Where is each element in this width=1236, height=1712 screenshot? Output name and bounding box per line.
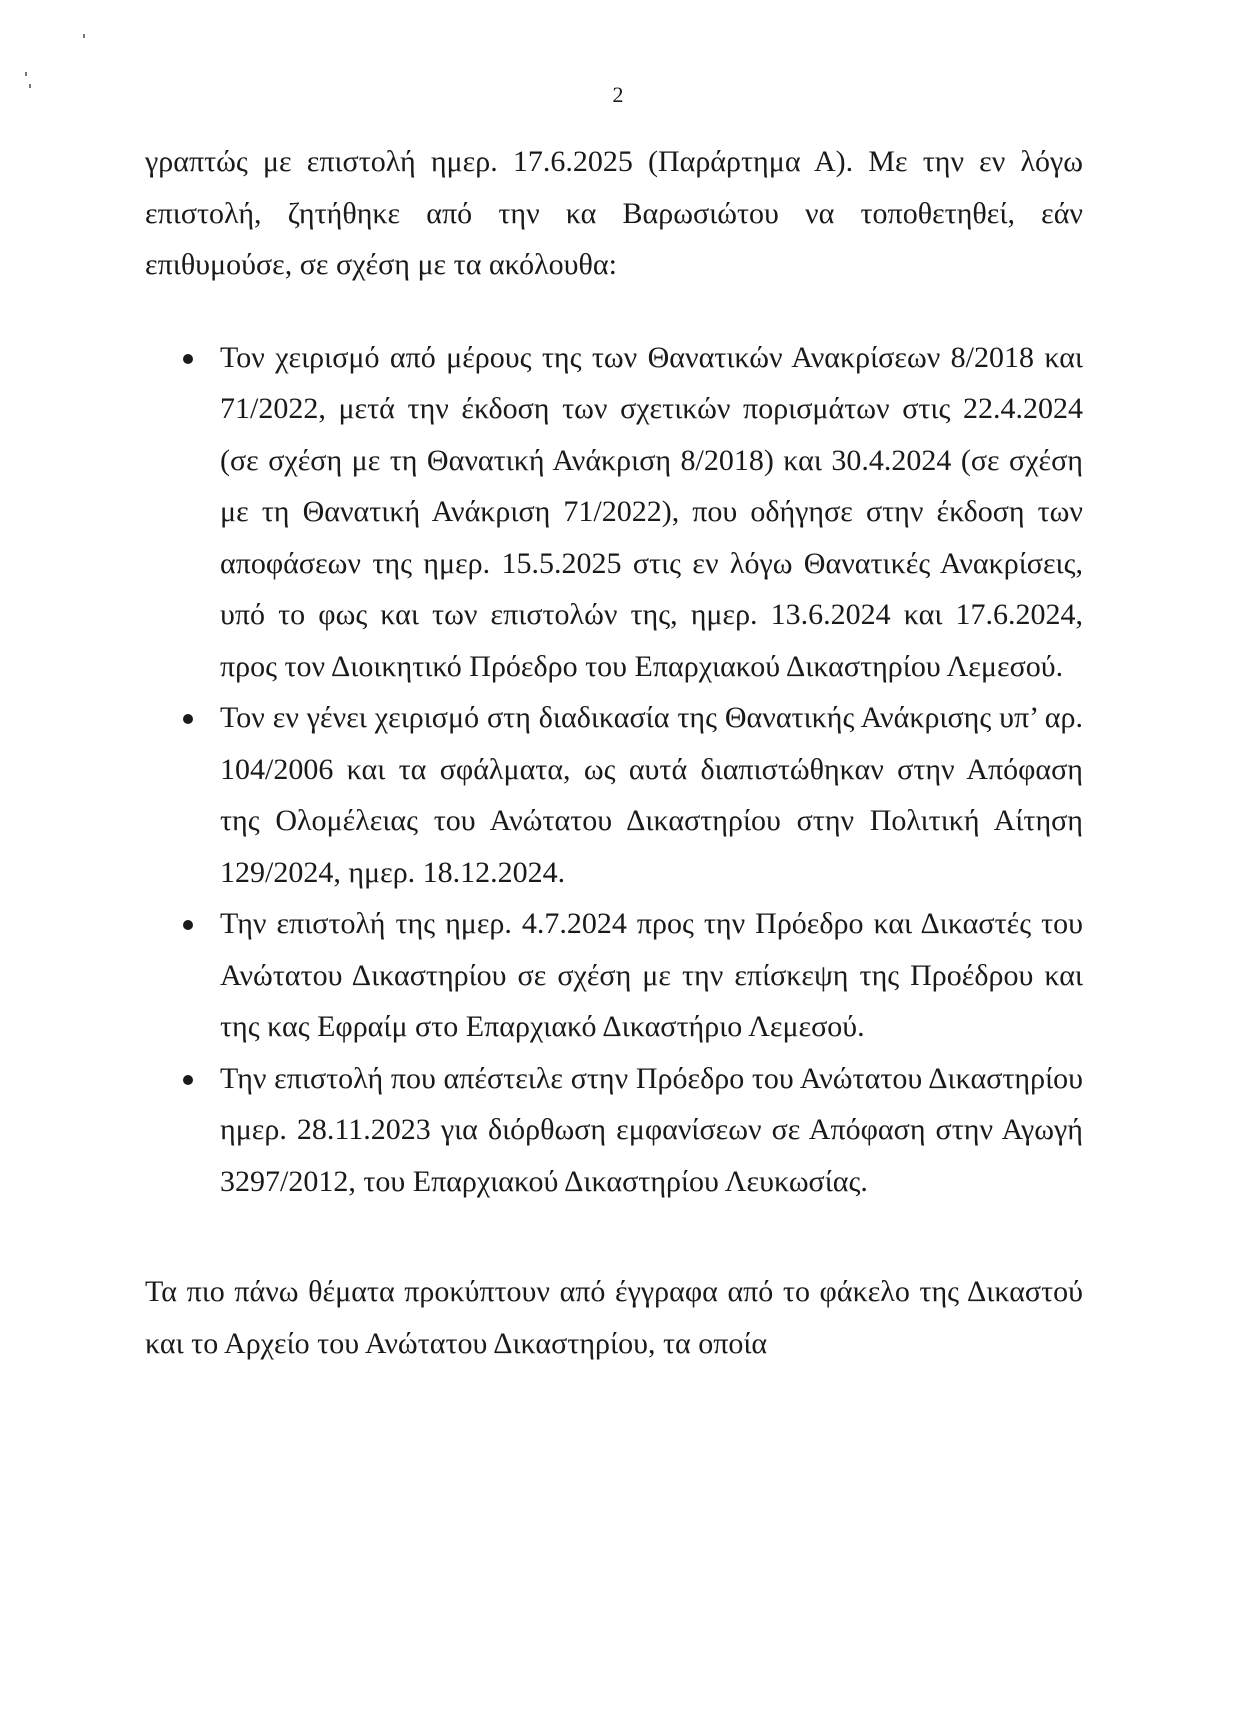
bullet-icon [183,1075,193,1085]
bullet-icon [183,354,193,364]
page-number: 2 [612,82,624,107]
list-item-text: Την επιστολή που απέστειλε στην Πρόεδρο του Ανώτατου Δικαστηρίου ημερ. 28.11.2023 για διόρθωση εμφανίσεων σε Απόφαση στην Αγωγή 3297/2012, του Επαρχιακού Δικαστηρίου Λευκωσίας. [220,1061,1083,1198]
scan-artifact [25,72,27,76]
bullet-icon [183,920,193,930]
list-item-text: Τον εν γένει χειρισμό στη διαδικασία της Θανατικής Ανάκρισης υπ’ αρ. 104/2006 και τα σφάλματα, ως αυτά διαπιστώθηκαν στην Απόφαση της Ολομέλειας του Ανώτατου Δικαστηρίου στην Πολιτική Αίτηση 129/2024, ημερ. 18.12.2024. [220,701,1083,889]
closing-paragraph: Τα πιο πάνω θέματα προκύπτουν από έγγραφα από το φάκελο της Δικαστού και το Αρχείο του Ανώτατου Δικαστηρίου, τα οποία [145,1275,1083,1360]
list-item [145,1053,1083,1208]
list-item-text: Τον χειρισμό από μέρους της των Θανατικών Ανακρίσεων 8/2018 και 71/2022, μετά την έκδοση των σχετικών πορισμάτων στις 22.4.2024 (σε σχέση με τη Θανατική Ανάκριση 8/2018) και 30.4.2024 (σε σχέση με τη Θανατική Ανάκριση 71/2022), που οδήγησε στην έκδοση των αποφάσεων της ημερ. 15.5.2025 στις εν λόγω Θανατικές Ανακρίσεις, υπό το φως και των επιστολών της, ημερ. 13.6.2024 και 17.6.2024, προς τον Διοικητικό Πρόεδρο του Επαρχιακού Δικαστηρίου Λεμεσού. [220,340,1083,683]
bullet-icon [183,714,193,724]
bullet-list [145,332,1083,1208]
intro-paragraph: γραπτώς με επιστολή ημερ. 17.6.2025 (Παράρτημα Α). Με την εν λόγω επιστολή, ζητήθηκε από την κα Βαρωσιώτου να τοποθετηθεί, εάν επιθυμούσε, σε σχέση με τα ακόλουθα: [145,145,1083,281]
list-item [145,898,1083,1053]
document-body [145,136,1083,1369]
scan-artifact [83,34,85,38]
list-item [145,692,1083,898]
list-item [145,332,1083,693]
list-item-text: Την επιστολή της ημερ. 4.7.2024 προς την Πρόεδρο και Δικαστές του Ανώτατου Δικαστηρίου σε σχέση με την επίσκεψη της Προέδρου και της κας Εφραίμ στο Επαρχιακό Δικαστήριο Λεμεσού. [220,907,1083,1043]
